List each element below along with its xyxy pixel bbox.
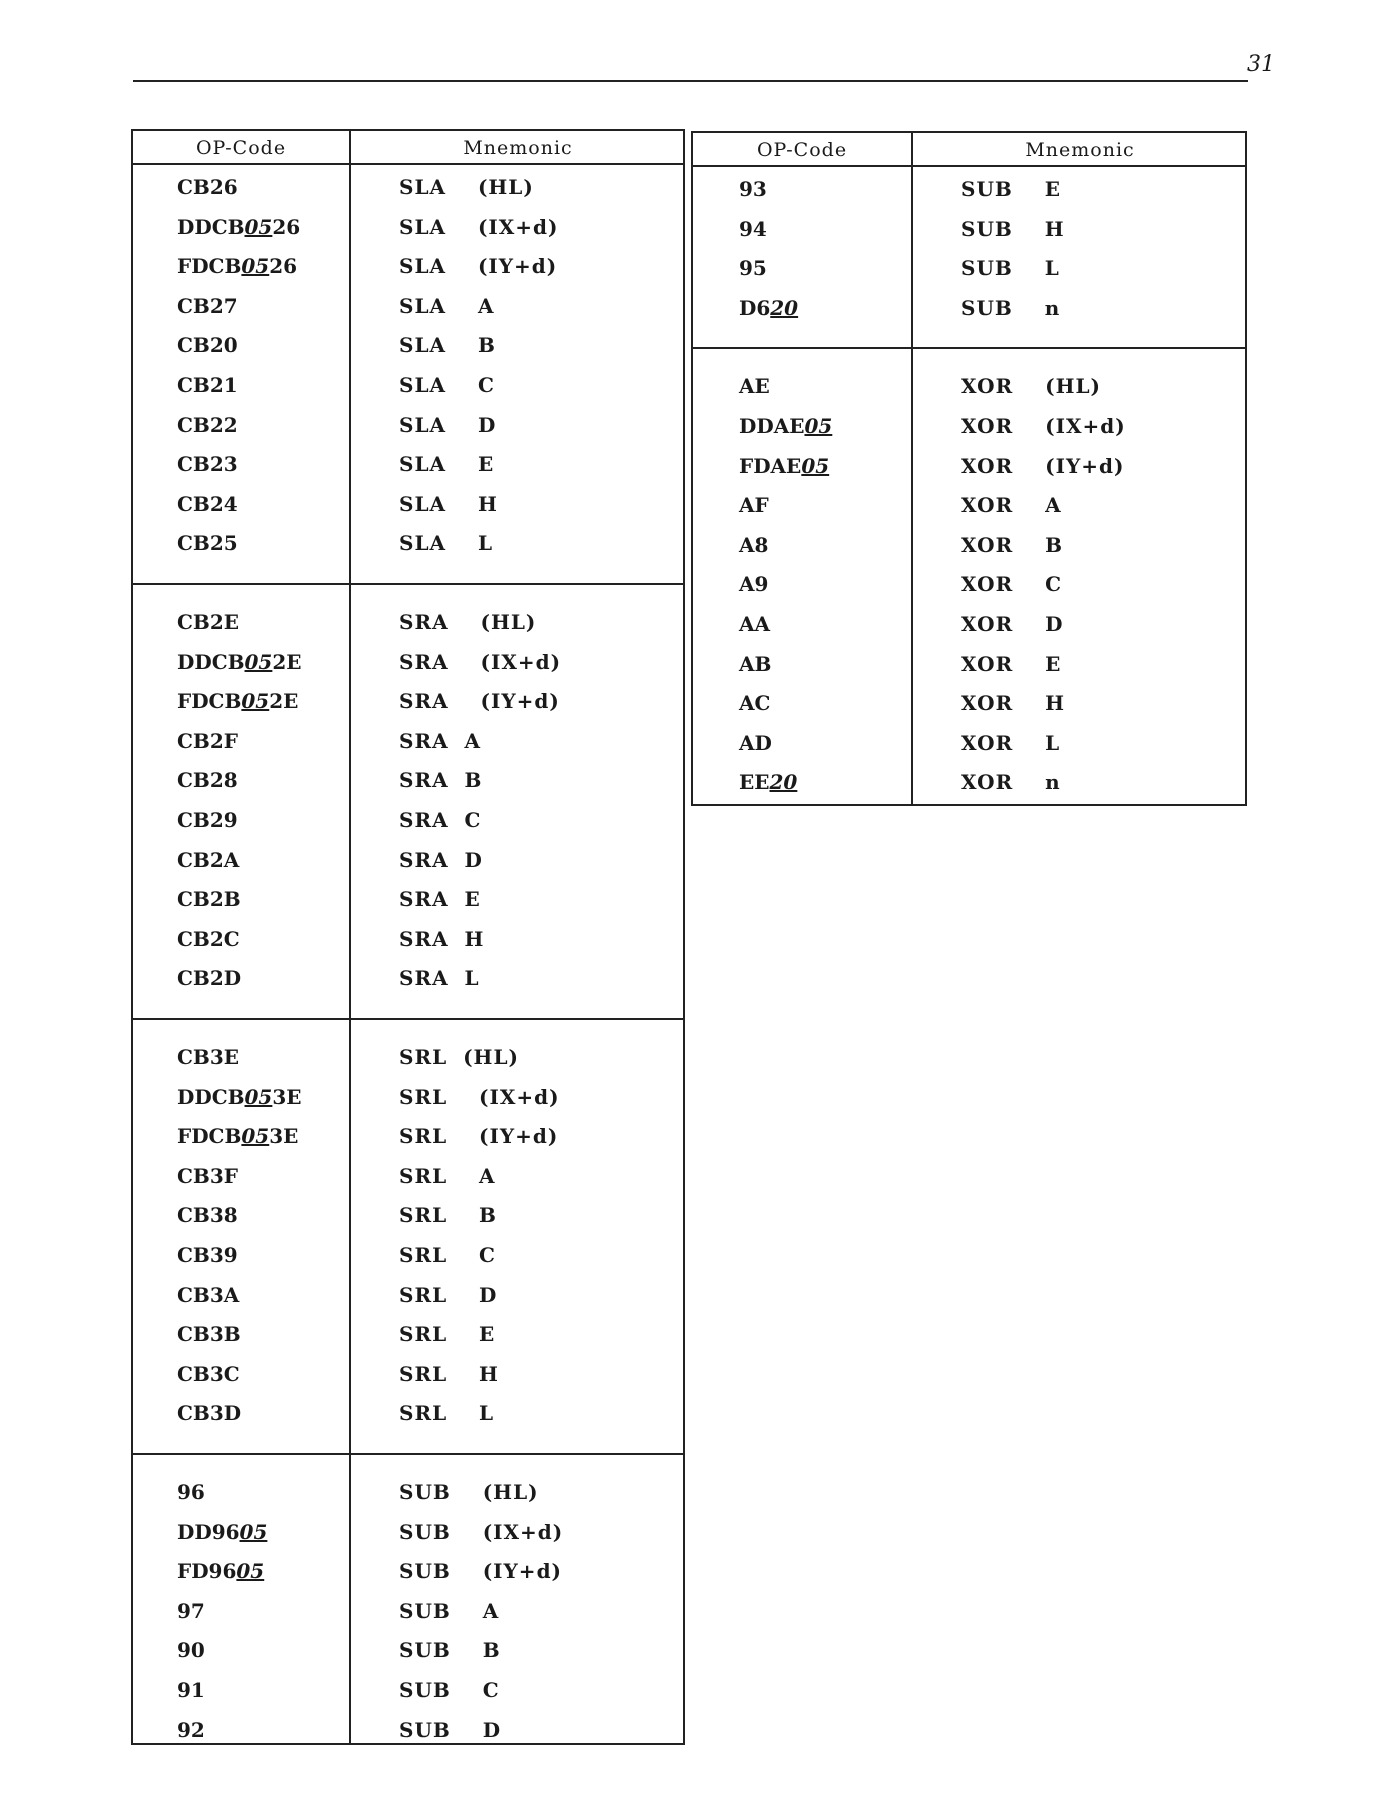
table-row bbox=[133, 1279, 683, 1319]
mnemonic-cell: SUB D bbox=[399, 1717, 502, 1742]
opcode-cell bbox=[739, 493, 769, 517]
opcode-cell bbox=[177, 1283, 239, 1307]
opcode-cell bbox=[177, 1124, 298, 1148]
mnemonic-cell: SUB (IX+d) bbox=[399, 1519, 564, 1544]
top-rule bbox=[133, 80, 1248, 82]
opcode-cell bbox=[177, 254, 297, 278]
table-row bbox=[133, 211, 683, 251]
table-row bbox=[133, 685, 683, 725]
mnemonic-cell: SUB H bbox=[961, 216, 1065, 241]
table-row bbox=[133, 764, 683, 804]
mnemonic-cell: XOR L bbox=[961, 730, 1061, 755]
table-row bbox=[693, 370, 1245, 410]
opcode-prefix: DDCB bbox=[177, 214, 245, 239]
opcode-cell bbox=[739, 612, 770, 636]
opcode-prefix: DD96 bbox=[177, 1519, 240, 1544]
opcode-prefix: CB21 bbox=[177, 373, 238, 397]
mnemonic-column-header: Mnemonic bbox=[1025, 139, 1135, 161]
opcode-cell bbox=[177, 413, 238, 437]
table-row bbox=[693, 568, 1245, 608]
opcode-cell bbox=[177, 452, 238, 476]
table-row bbox=[693, 173, 1245, 213]
opcode-prefix: AC bbox=[739, 691, 771, 716]
opcode-prefix: 97 bbox=[177, 1598, 205, 1623]
opcode-cell bbox=[177, 373, 238, 397]
opcode-cell bbox=[739, 414, 832, 438]
mnemonic-cell: SLA B bbox=[399, 333, 496, 358]
opcode-operand: 05 bbox=[239, 1519, 268, 1544]
opcode-prefix: AD bbox=[739, 730, 772, 755]
opcode-operand: 20 bbox=[769, 770, 798, 795]
opcode-cell bbox=[177, 1203, 238, 1227]
mnemonic-cell: SLA (HL) bbox=[399, 175, 534, 199]
mnemonic-cell: SLA H bbox=[399, 491, 498, 516]
mnemonic-cell: XOR D bbox=[961, 612, 1064, 636]
table-row bbox=[693, 687, 1245, 727]
opcode-prefix: CB3C bbox=[177, 1361, 240, 1386]
opcode-suffix: 26 bbox=[272, 214, 301, 239]
opcode-cell bbox=[177, 1599, 205, 1623]
mnemonic-cell: SUB n bbox=[961, 295, 1061, 320]
opcode-prefix: 95 bbox=[739, 256, 767, 281]
opcode-operand: 05 bbox=[241, 1124, 270, 1149]
table-row bbox=[693, 766, 1245, 806]
opcode-cell bbox=[739, 691, 770, 715]
mnemonic-cell: XOR (IX+d) bbox=[961, 414, 1126, 438]
opcode-suffix: 2E bbox=[269, 689, 299, 714]
opcode-cell bbox=[739, 217, 767, 241]
table-row bbox=[133, 1318, 683, 1358]
table-row bbox=[133, 1397, 683, 1437]
table-row bbox=[133, 1595, 683, 1635]
table-row bbox=[133, 883, 683, 923]
opcode-prefix: CB25 bbox=[177, 531, 238, 556]
mnemonic-cell: SUB L bbox=[961, 256, 1060, 281]
opcode-prefix: AF bbox=[739, 493, 769, 518]
opcode-prefix: CB2B bbox=[177, 887, 241, 912]
mnemonic-cell: SLA (IX+d) bbox=[399, 214, 559, 239]
mnemonic-cell: SRL (IX+d) bbox=[399, 1084, 560, 1109]
opcode-cell bbox=[739, 533, 768, 557]
group-separator bbox=[133, 1018, 683, 1020]
table-row bbox=[693, 292, 1245, 332]
mnemonic-cell: SRL D bbox=[399, 1282, 498, 1307]
opcode-prefix: A8 bbox=[739, 532, 769, 557]
mnemonic-cell: SLA L bbox=[399, 531, 494, 556]
table-row bbox=[133, 962, 683, 1002]
opcode-cell bbox=[739, 296, 798, 320]
opcode-prefix: AA bbox=[739, 612, 771, 636]
opcode-operand: 20 bbox=[770, 295, 799, 320]
table-row bbox=[133, 923, 683, 963]
table-row bbox=[693, 410, 1245, 450]
opcode-cell bbox=[177, 1322, 241, 1346]
opcode-prefix: CB2C bbox=[177, 926, 240, 951]
opcode-cell bbox=[177, 887, 241, 911]
table-row bbox=[133, 250, 683, 290]
mnemonic-cell: SLA A bbox=[399, 293, 495, 318]
table-row bbox=[133, 448, 683, 488]
mnemonic-cell: XOR A bbox=[961, 493, 1062, 518]
table-row bbox=[133, 409, 683, 449]
mnemonic-cell: SRA C bbox=[399, 808, 482, 832]
opcode-cell bbox=[177, 333, 238, 357]
opcode-prefix: AB bbox=[739, 651, 772, 676]
mnemonic-cell: SRA B bbox=[399, 768, 483, 793]
opcode-prefix: CB2F bbox=[177, 728, 238, 753]
opcode-prefix: 93 bbox=[739, 177, 767, 201]
mnemonic-cell: SLA D bbox=[399, 412, 497, 437]
mnemonic-cell: SRL L bbox=[399, 1401, 495, 1426]
opcode-operand: 05 bbox=[236, 1559, 265, 1584]
opcode-column-header: OP-Code bbox=[195, 137, 287, 159]
mnemonic-cell: SUB C bbox=[399, 1678, 500, 1702]
table-row bbox=[133, 606, 683, 646]
table-row bbox=[133, 1674, 683, 1714]
opcode-cell bbox=[739, 256, 767, 280]
opcode-operand: 05 bbox=[241, 689, 270, 714]
page-number: 31 bbox=[1247, 52, 1275, 77]
mnemonic-cell: SRA E bbox=[399, 887, 481, 912]
mnemonic-cell: XOR (IY+d) bbox=[961, 453, 1125, 478]
opcode-cell bbox=[739, 731, 772, 755]
opcode-cell bbox=[177, 294, 238, 318]
mnemonic-cell: SRL B bbox=[399, 1203, 497, 1228]
opcode-prefix: 91 bbox=[177, 1678, 205, 1702]
opcode-prefix: FDCB bbox=[177, 689, 242, 714]
opcode-cell bbox=[177, 1401, 241, 1425]
opcode-cell bbox=[177, 927, 240, 951]
opcode-prefix: CB28 bbox=[177, 768, 238, 793]
group-separator bbox=[133, 583, 683, 585]
mnemonic-cell: SLA (IY+d) bbox=[399, 254, 558, 279]
group-separator bbox=[133, 1453, 683, 1455]
table-row bbox=[133, 369, 683, 409]
mnemonic-cell: SRL C bbox=[399, 1243, 496, 1267]
opcode-prefix: 94 bbox=[739, 216, 767, 241]
opcode-prefix: CB24 bbox=[177, 491, 238, 516]
opcode-prefix: AE bbox=[739, 374, 770, 399]
mnemonic-cell: SUB A bbox=[399, 1598, 500, 1623]
table-row bbox=[693, 529, 1245, 569]
opcode-prefix: 96 bbox=[177, 1480, 205, 1504]
table-row bbox=[693, 450, 1245, 490]
mnemonic-cell: SRA (IY+d) bbox=[399, 689, 560, 714]
table-row bbox=[693, 252, 1245, 292]
opcode-prefix: CB3F bbox=[177, 1163, 238, 1188]
table-row bbox=[133, 725, 683, 765]
opcode-column-header: OP-Code bbox=[756, 139, 848, 161]
opcode-prefix: A9 bbox=[739, 572, 769, 597]
opcode-cell bbox=[177, 1085, 302, 1109]
table-row bbox=[133, 527, 683, 567]
opcode-prefix: CB22 bbox=[177, 412, 238, 437]
opcode-operand: 05 bbox=[244, 649, 273, 674]
mnemonic-cell: SRL E bbox=[399, 1322, 496, 1347]
opcode-prefix: CB3A bbox=[177, 1282, 240, 1307]
table-row bbox=[133, 1239, 683, 1279]
opcode-cell bbox=[177, 689, 298, 713]
opcode-prefix: FDAE bbox=[739, 453, 802, 478]
mnemonic-cell: SRL (HL) bbox=[399, 1045, 519, 1069]
table-row bbox=[693, 727, 1245, 767]
mnemonic-cell: SRL H bbox=[399, 1361, 499, 1386]
opcode-suffix: 3E bbox=[269, 1124, 299, 1149]
mnemonic-cell: SRA D bbox=[399, 847, 483, 872]
opcode-cell bbox=[177, 768, 238, 792]
opcode-cell bbox=[177, 1243, 238, 1267]
table-row bbox=[133, 290, 683, 330]
opcode-prefix: FD96 bbox=[177, 1559, 237, 1584]
mnemonic-cell: SRL A bbox=[399, 1163, 496, 1188]
mnemonic-cell: SRA (HL) bbox=[399, 610, 537, 634]
opcode-prefix: 92 bbox=[177, 1717, 205, 1742]
mnemonic-cell: SRL (IY+d) bbox=[399, 1124, 559, 1149]
opcode-cell bbox=[177, 808, 238, 832]
opcode-cell bbox=[177, 610, 239, 634]
opcode-prefix: EE bbox=[739, 770, 770, 795]
mnemonic-cell: SRA (IX+d) bbox=[399, 649, 562, 674]
opcode-prefix: FDCB bbox=[177, 1124, 242, 1149]
opcode-prefix: CB3B bbox=[177, 1322, 241, 1347]
opcode-cell bbox=[177, 1045, 239, 1069]
table-row bbox=[133, 1516, 683, 1556]
mnemonic-cell: XOR n bbox=[961, 770, 1061, 795]
opcode-cell bbox=[739, 454, 829, 478]
opcode-cell bbox=[177, 492, 238, 516]
table-row bbox=[133, 1199, 683, 1239]
opcode-operand: 05 bbox=[804, 414, 833, 438]
opcode-prefix: CB3D bbox=[177, 1401, 242, 1426]
opcode-prefix: DDAE bbox=[739, 414, 805, 438]
table-header bbox=[693, 133, 1245, 167]
opcode-prefix: CB27 bbox=[177, 293, 238, 318]
table-row bbox=[693, 608, 1245, 648]
table-row bbox=[133, 1081, 683, 1121]
table-row bbox=[133, 646, 683, 686]
mnemonic-cell: SLA C bbox=[399, 373, 495, 397]
table-row bbox=[693, 489, 1245, 529]
opcode-cell bbox=[177, 848, 239, 872]
table-row bbox=[133, 1358, 683, 1398]
opcode-suffix: 3E bbox=[272, 1084, 302, 1109]
opcode-prefix: DDCB bbox=[177, 1084, 245, 1109]
opcode-operand: 05 bbox=[801, 453, 830, 478]
mnemonic-column-header: Mnemonic bbox=[463, 137, 573, 159]
mnemonic-cell: XOR B bbox=[961, 532, 1064, 557]
opcode-cell bbox=[739, 770, 797, 794]
opcode-prefix: CB3E bbox=[177, 1045, 239, 1069]
opcode-prefix: CB29 bbox=[177, 808, 238, 832]
table-header bbox=[133, 131, 683, 165]
group-separator bbox=[693, 347, 1245, 349]
opcode-cell bbox=[177, 1520, 267, 1544]
mnemonic-cell: SUB (HL) bbox=[399, 1480, 539, 1504]
mnemonic-cell: XOR (HL) bbox=[961, 374, 1102, 399]
opcode-cell bbox=[739, 374, 770, 398]
opcode-prefix: CB2D bbox=[177, 966, 242, 991]
opcode-cell bbox=[177, 531, 238, 555]
table-row bbox=[133, 1714, 683, 1754]
table-row bbox=[133, 1476, 683, 1516]
opcode-cell bbox=[177, 1362, 240, 1386]
mnemonic-cell: SUB B bbox=[399, 1638, 501, 1663]
opcode-cell bbox=[177, 215, 300, 239]
table-row bbox=[133, 804, 683, 844]
right-opcode-table bbox=[691, 131, 1247, 806]
table-row bbox=[133, 1120, 683, 1160]
mnemonic-cell: XOR E bbox=[961, 651, 1062, 676]
opcode-prefix: CB26 bbox=[177, 175, 238, 199]
table-row bbox=[133, 329, 683, 369]
opcode-suffix: 26 bbox=[269, 254, 298, 279]
table-row bbox=[133, 488, 683, 528]
table-row bbox=[693, 213, 1245, 253]
opcode-cell bbox=[739, 177, 767, 201]
opcode-cell bbox=[739, 652, 771, 676]
mnemonic-cell: SRA A bbox=[399, 728, 482, 753]
opcode-cell bbox=[177, 1480, 205, 1504]
opcode-prefix: 90 bbox=[177, 1638, 205, 1663]
mnemonic-cell: SRA L bbox=[399, 966, 480, 991]
opcode-cell bbox=[739, 572, 768, 596]
opcode-operand: 05 bbox=[244, 1084, 273, 1109]
opcode-prefix: CB23 bbox=[177, 452, 238, 477]
opcode-suffix: 2E bbox=[272, 649, 302, 674]
opcode-cell bbox=[177, 729, 238, 753]
opcode-prefix: CB38 bbox=[177, 1203, 238, 1228]
opcode-prefix: CB2E bbox=[177, 610, 239, 634]
opcode-cell bbox=[177, 1638, 205, 1662]
table-row bbox=[693, 648, 1245, 688]
opcode-cell bbox=[177, 175, 238, 199]
opcode-prefix: D6 bbox=[739, 295, 771, 320]
mnemonic-cell: SLA E bbox=[399, 452, 495, 477]
opcode-operand: 05 bbox=[241, 254, 270, 279]
opcode-cell bbox=[177, 650, 302, 674]
table-row bbox=[133, 1555, 683, 1595]
mnemonic-cell: XOR C bbox=[961, 572, 1063, 597]
opcode-cell bbox=[177, 966, 241, 990]
opcode-prefix: CB39 bbox=[177, 1243, 238, 1267]
mnemonic-cell: SUB (IY+d) bbox=[399, 1559, 563, 1584]
opcode-operand: 05 bbox=[244, 214, 273, 239]
opcode-cell bbox=[177, 1164, 238, 1188]
opcode-prefix: DDCB bbox=[177, 649, 245, 674]
opcode-cell bbox=[177, 1678, 205, 1702]
table-row bbox=[133, 1041, 683, 1081]
mnemonic-cell: SUB E bbox=[961, 177, 1061, 201]
table-row bbox=[133, 1634, 683, 1674]
table-row bbox=[133, 844, 683, 884]
left-opcode-table bbox=[131, 129, 685, 1745]
opcode-cell bbox=[177, 1718, 205, 1742]
opcode-cell bbox=[177, 1559, 264, 1583]
mnemonic-cell: XOR H bbox=[961, 691, 1066, 716]
table-row bbox=[133, 1160, 683, 1200]
table-row bbox=[133, 171, 683, 211]
opcode-prefix: CB20 bbox=[177, 333, 238, 358]
opcode-prefix: FDCB bbox=[177, 254, 242, 279]
opcode-prefix: CB2A bbox=[177, 847, 240, 872]
mnemonic-cell: SRA H bbox=[399, 926, 485, 951]
